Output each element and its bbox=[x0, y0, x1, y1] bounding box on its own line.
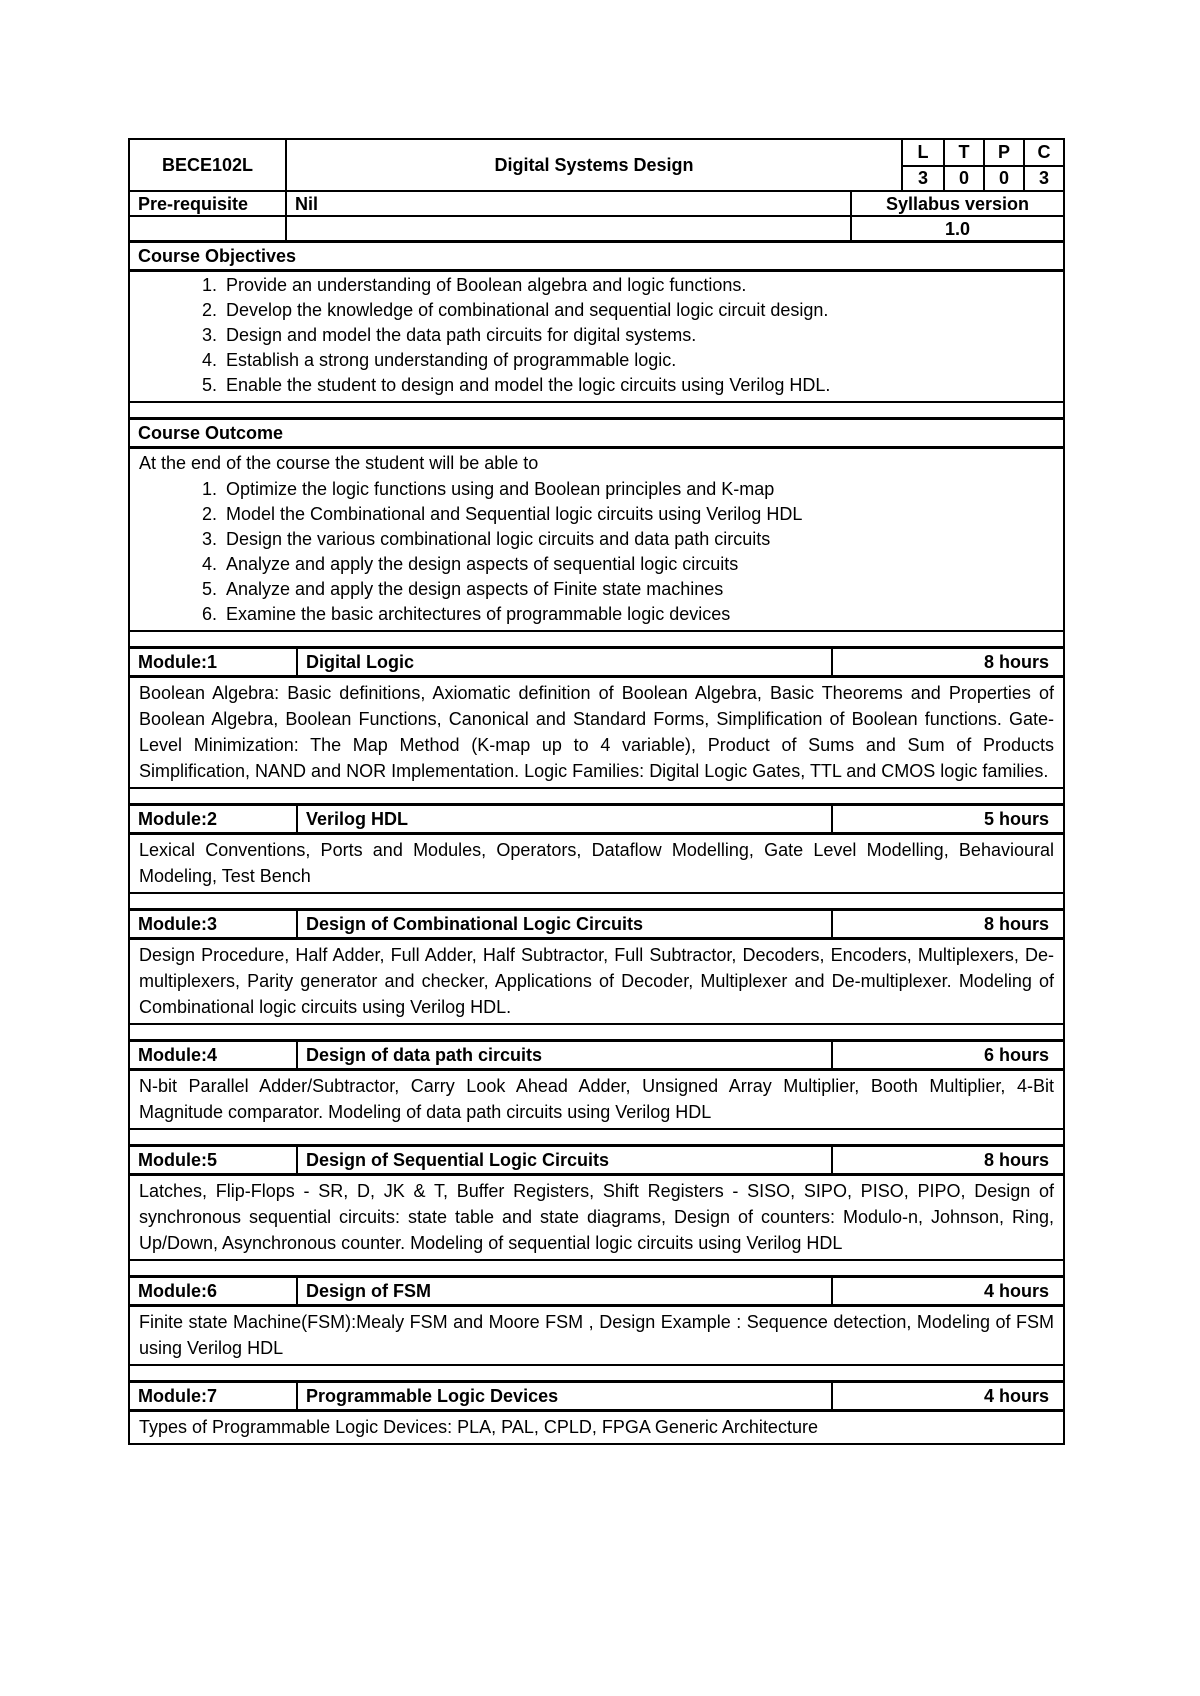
module-1-content-row bbox=[128, 676, 1065, 789]
objective-item: 3. Design and model the data path circuits for digital systems. bbox=[222, 323, 1063, 348]
module-3-title: Design of Combinational Logic Circuits bbox=[298, 911, 833, 937]
module-5-header bbox=[128, 1144, 1065, 1176]
prerequisite-value: Nil bbox=[287, 192, 852, 215]
syllabus-version-row bbox=[128, 215, 1065, 242]
credit-grid bbox=[903, 140, 1063, 190]
module-7-content-row bbox=[128, 1410, 1065, 1445]
course-outcome-title: Course Outcome bbox=[138, 423, 284, 443]
credit-label-c: C bbox=[1023, 140, 1063, 165]
module-2-hours: 5 hours bbox=[983, 809, 1049, 829]
module-5-hours: 8 hours bbox=[983, 1150, 1049, 1170]
module-3-content: Design Procedure, Half Adder, Full Adder, Half Subtractor, Full Subtractor, Decoders, Encoders, Multiplexers, De-multiplexers, Parity generator and checker, Applications of Decoder, Multiplexer and De-multiplexer. Modeling of Combinational logic circuits using Verilog HDL. bbox=[139, 945, 1054, 1017]
outcome-item: 2. Model the Combinational and Sequential logic circuits using Verilog HDL bbox=[222, 502, 1063, 527]
syllabus-version-value: 1.0 bbox=[944, 219, 971, 239]
module-4-hours: 6 hours bbox=[983, 1045, 1049, 1065]
module-6-content: Finite state Machine(FSM):Mealy FSM and Moore FSM , Design Example : Sequence detection, Modeling of FSM using Verilog HDL bbox=[139, 1312, 1054, 1358]
module-1-hours: 8 hours bbox=[983, 652, 1049, 672]
module-7-hours: 4 hours bbox=[983, 1386, 1049, 1406]
module-6-content-row bbox=[128, 1305, 1065, 1366]
module-1-content: Boolean Algebra: Basic definitions, Axiomatic definition of Boolean Algebra, Basic Theorems and Properties of Boolean Algebra, Boolean Functions, Canonical and Standard Forms, Simplification of Boolean functions. Gate-Level Minimization: The Map Method (K-map up to 4 variable), Product of Sums and Sum of Products Simplification, NAND and NOR Implementation. Logic Families: Digital Logic Gates, TTL and CMOS logic families. bbox=[139, 683, 1054, 781]
module-6-label: Module:6 bbox=[130, 1278, 298, 1304]
objective-item: 2. Develop the knowledge of combinational and sequential logic circuit design. bbox=[222, 298, 1063, 323]
outcome-item: 5. Analyze and apply the design aspects of Finite state machines bbox=[222, 577, 1063, 602]
module-3-hours: 8 hours bbox=[983, 914, 1049, 934]
prerequisite-row bbox=[128, 190, 1065, 217]
module-2-content: Lexical Conventions, Ports and Modules, Operators, Dataflow Modelling, Gate Level Modelling, Behavioural Modeling, Test Bench bbox=[139, 840, 1054, 886]
module-3-content-row bbox=[128, 938, 1065, 1025]
outcome-item: 6. Examine the basic architectures of programmable logic devices bbox=[222, 602, 1063, 627]
module-5-label: Module:5 bbox=[130, 1147, 298, 1173]
objective-item: 4. Establish a strong understanding of programmable logic. bbox=[222, 348, 1063, 373]
module-4-content: N-bit Parallel Adder/Subtractor, Carry Look Ahead Adder, Unsigned Array Multiplier, Booth Multiplier, 4-Bit Magnitude comparator. Modeling of data path circuits using Verilog HDL bbox=[139, 1076, 1054, 1122]
module-7-content: Types of Programmable Logic Devices: PLA, PAL, CPLD, FPGA Generic Architecture bbox=[139, 1417, 818, 1437]
module-3-label: Module:3 bbox=[130, 911, 298, 937]
outcome-item: 4. Analyze and apply the design aspects of sequential logic circuits bbox=[222, 552, 1063, 577]
course-outcome-body bbox=[128, 447, 1065, 632]
syllabus-version-label: Syllabus version bbox=[885, 194, 1030, 214]
empty-cell bbox=[287, 217, 852, 240]
course-title: Digital Systems Design bbox=[287, 140, 903, 190]
module-5-content: Latches, Flip-Flops - SR, D, JK & T, Buffer Registers, Shift Registers - SISO, SIPO, PISO, PIPO, Design of synchronous sequential circuits: state table and state diagrams, Design of counters: Modulo-n, Johnson, Ring, Up/Down, Asynchronous counter. Modeling of sequential logic circuits using Verilog HDL bbox=[139, 1181, 1054, 1253]
module-4-title: Design of data path circuits bbox=[298, 1042, 833, 1068]
course-outcome-list bbox=[130, 477, 1063, 627]
course-objectives-body bbox=[128, 270, 1065, 403]
course-objectives-list bbox=[130, 273, 1063, 398]
module-4-content-row bbox=[128, 1069, 1065, 1130]
module-2-title: Verilog HDL bbox=[298, 806, 833, 832]
credit-value-l: 3 bbox=[903, 165, 943, 190]
credit-label-t: T bbox=[943, 140, 983, 165]
outcome-item: 1. Optimize the logic functions using and Boolean principles and K-map bbox=[222, 477, 1063, 502]
objective-item: 1. Provide an understanding of Boolean algebra and logic functions. bbox=[222, 273, 1063, 298]
module-6-hours: 4 hours bbox=[983, 1281, 1049, 1301]
credit-value-c: 3 bbox=[1023, 165, 1063, 190]
module-6-title: Design of FSM bbox=[298, 1278, 833, 1304]
module-3-header bbox=[128, 908, 1065, 940]
course-objectives-header bbox=[128, 240, 1065, 272]
module-7-title: Programmable Logic Devices bbox=[298, 1383, 833, 1409]
module-7-label: Module:7 bbox=[130, 1383, 298, 1409]
course-objectives-title: Course Objectives bbox=[138, 246, 297, 266]
credit-label-p: P bbox=[983, 140, 1023, 165]
module-7-header bbox=[128, 1380, 1065, 1412]
course-code: BECE102L bbox=[130, 140, 287, 190]
module-2-content-row bbox=[128, 833, 1065, 894]
module-5-content-row bbox=[128, 1174, 1065, 1261]
module-6-header bbox=[128, 1275, 1065, 1307]
credit-value-p: 0 bbox=[983, 165, 1023, 190]
module-5-title: Design of Sequential Logic Circuits bbox=[298, 1147, 833, 1173]
course-header-row bbox=[128, 138, 1065, 192]
course-outcome-intro: At the end of the course the student will be able to bbox=[139, 453, 539, 473]
module-2-header bbox=[128, 803, 1065, 835]
course-outcome-header bbox=[128, 417, 1065, 449]
module-1-label: Module:1 bbox=[130, 649, 298, 675]
objective-item: 5. Enable the student to design and model the logic circuits using Verilog HDL. bbox=[222, 373, 1063, 398]
credit-value-t: 0 bbox=[943, 165, 983, 190]
module-2-label: Module:2 bbox=[130, 806, 298, 832]
credit-label-l: L bbox=[917, 142, 929, 162]
course-syllabus-table bbox=[128, 138, 1065, 1445]
module-4-header bbox=[128, 1039, 1065, 1071]
module-4-label: Module:4 bbox=[130, 1042, 298, 1068]
prerequisite-label: Pre-requisite bbox=[130, 192, 287, 215]
module-1-header bbox=[128, 646, 1065, 678]
empty-cell bbox=[130, 217, 287, 240]
outcome-item: 3. Design the various combinational logic circuits and data path circuits bbox=[222, 527, 1063, 552]
module-1-title: Digital Logic bbox=[298, 649, 833, 675]
